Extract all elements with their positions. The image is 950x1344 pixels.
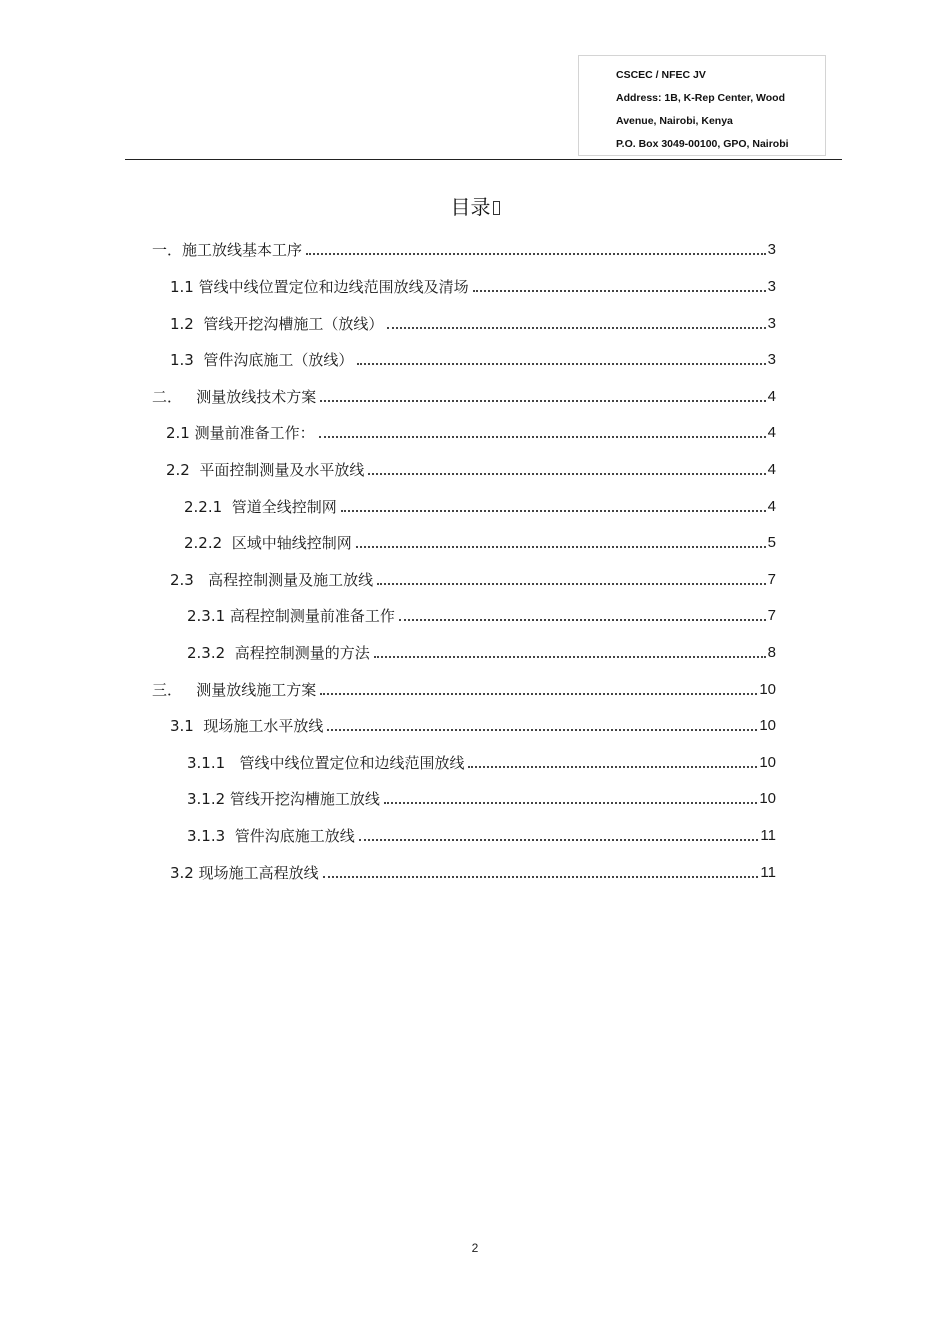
toc-dot-leader: [377, 583, 765, 585]
toc-dot-leader: [356, 546, 766, 548]
toc-entry[interactable]: [0, 752, 776, 774]
toc-dot-leader: [357, 363, 765, 365]
toc-entry[interactable]: [0, 239, 776, 261]
toc-entry[interactable]: [0, 276, 776, 298]
toc-entry-label: 1.3 管件沟底施工（放线）: [170, 351, 354, 369]
toc-entry[interactable]: [0, 313, 776, 335]
toc-entry-page: 4: [767, 498, 776, 515]
toc-entry-page: 4: [767, 388, 776, 405]
letterhead-box: [578, 55, 826, 156]
toc-entry-page: 11: [760, 864, 776, 881]
toc-entry[interactable]: [0, 825, 776, 847]
toc-dot-leader: [359, 839, 759, 841]
toc-dot-leader: [368, 473, 765, 475]
toc-entry-page: 3: [767, 241, 776, 258]
toc-entry[interactable]: [0, 862, 776, 884]
header-divider: [125, 159, 842, 160]
toc-entry[interactable]: [0, 422, 776, 444]
toc-entry[interactable]: [0, 605, 776, 627]
toc-dot-leader: [374, 656, 766, 658]
letterhead-address-line-2: Avenue, Nairobi, Kenya: [616, 115, 733, 127]
toc-dot-leader: [341, 510, 766, 512]
toc-entry-label: 3.1.1 管线中线位置定位和边线范围放线: [187, 754, 465, 772]
toc-entry-page: 5: [767, 534, 776, 551]
toc-entry-page: 11: [760, 827, 776, 844]
toc-entry-label: 3.1 现场施工水平放线: [170, 717, 324, 735]
toc-dot-leader: [319, 436, 766, 438]
toc-entry-label: 1.2 管线开挖沟槽施工（放线）: [170, 315, 384, 333]
toc-entry[interactable]: [0, 679, 776, 701]
toc-dot-leader: [323, 876, 759, 878]
toc-dot-leader: [468, 766, 757, 768]
toc-entry-page: 10: [759, 717, 776, 734]
toc-entry-page: 7: [767, 607, 776, 624]
toc-dot-leader: [387, 327, 765, 329]
toc-dot-leader: [320, 693, 757, 695]
toc-entry-page: 4: [767, 424, 776, 441]
toc-entry-label: 一．施工放线基本工序: [152, 241, 303, 259]
toc-entry-label: 2.2.1 管道全线控制网: [184, 498, 337, 516]
page-number: 2: [471, 1241, 479, 1255]
toc-entry-label: 2.1 测量前准备工作：: [166, 424, 315, 442]
toc-dot-leader: [399, 619, 766, 621]
toc-entry[interactable]: [0, 496, 776, 518]
toc-dot-leader: [320, 400, 765, 402]
toc-title-text: 目录: [450, 195, 491, 219]
toc-dot-leader: [327, 729, 757, 731]
toc-dot-leader: [384, 802, 757, 804]
toc-entry-page: 10: [759, 681, 776, 698]
toc-dot-leader: [473, 290, 766, 292]
toc-entry[interactable]: [0, 569, 776, 591]
toc-entry[interactable]: [0, 386, 776, 408]
toc-entry-label: 3.1.2 管线开挖沟槽施工放线: [187, 790, 380, 808]
toc-entry-label: 1.1 管线中线位置定位和边线范围放线及清场: [170, 278, 469, 296]
toc-entry[interactable]: [0, 459, 776, 481]
toc-entry-page: 10: [759, 754, 776, 771]
toc-entry[interactable]: [0, 715, 776, 737]
toc-entry-label: 三． 测量放线施工方案: [152, 681, 317, 699]
letterhead-address-line-1: Address: 1B, K-Rep Center, Wood: [616, 92, 785, 104]
toc-title: [0, 194, 950, 220]
toc-entry[interactable]: [0, 532, 776, 554]
toc-entry-page: 10: [759, 790, 776, 807]
toc-dot-leader: [306, 253, 766, 255]
letterhead-company: CSCEC / NFEC JV: [616, 69, 706, 81]
toc-entry-label: 二． 测量放线技术方案: [152, 388, 317, 406]
toc-entry[interactable]: [0, 349, 776, 371]
toc-entry-label: 3.1.3 管件沟底施工放线: [187, 827, 355, 845]
toc-entry-label: 2.2 平面控制测量及水平放线: [166, 461, 365, 479]
toc-entry-page: 3: [767, 351, 776, 368]
toc-entry[interactable]: [0, 788, 776, 810]
toc-entry-label: 2.3.2 高程控制测量的方法: [187, 644, 370, 662]
letterhead-po-box: P.O. Box 3049-00100, GPO, Nairobi: [616, 138, 789, 150]
toc-entry-label: 3.2 现场施工高程放线: [170, 864, 319, 882]
toc-entry-label: 2.3 高程控制测量及施工放线: [170, 571, 374, 589]
toc-entry-label: 2.2.2 区域中轴线控制网: [184, 534, 352, 552]
missing-glyph-icon: [493, 201, 500, 215]
toc-entry-page: 3: [767, 315, 776, 332]
toc-entry-page: 7: [767, 571, 776, 588]
toc-entry[interactable]: [0, 642, 776, 664]
toc-entry-label: 2.3.1 高程控制测量前准备工作: [187, 607, 395, 625]
toc-entry-page: 8: [767, 644, 776, 661]
toc-entry-page: 4: [767, 461, 776, 478]
toc-entry-page: 3: [767, 278, 776, 295]
